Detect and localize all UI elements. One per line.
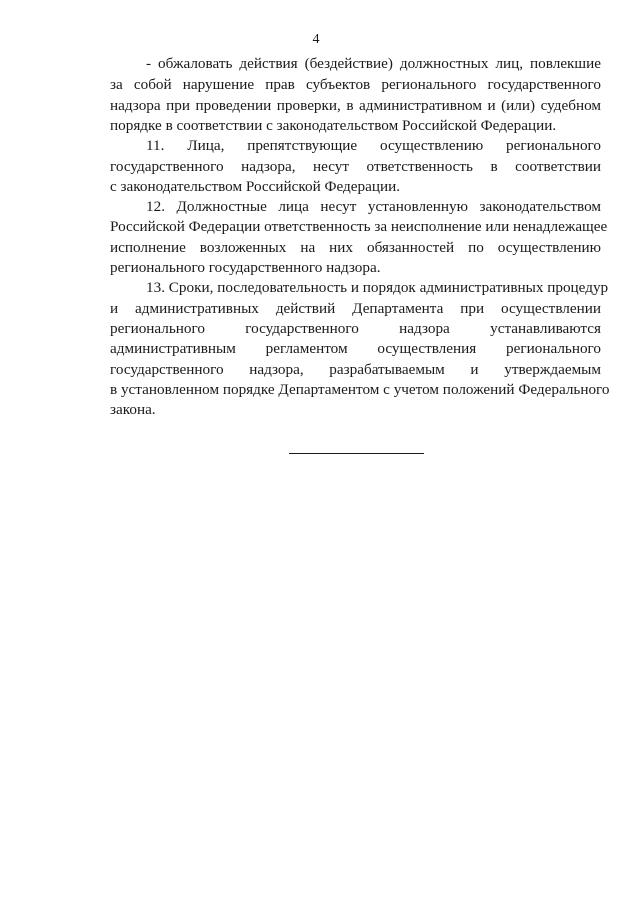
text-line: и административных действий Департамента при осуществлении <box>110 300 601 317</box>
text-line: административным регламентом осуществления регионального <box>110 340 601 357</box>
text-line: в установленном порядке Департаментом с учетом положений Федерального <box>110 381 610 398</box>
text-line: за собой нарушение прав субъектов регионального государственного <box>110 76 601 93</box>
text-line: 12. Должностные лица несут установленную законодательством <box>146 198 601 215</box>
text-line: Российской Федерации ответственность за неисполнение или ненадлежащее <box>110 218 608 235</box>
page-number: 4 <box>312 32 320 47</box>
text-line: исполнение возложенных на них обязанностей по осуществлению <box>110 239 601 256</box>
text-line: закона. <box>110 401 156 418</box>
text-line: государственного надзора, разрабатываемым и утверждаемым <box>110 361 601 378</box>
text-line: 11. Лица, препятствующие осуществлению регионального <box>146 137 601 154</box>
text-line: надзора при проведении проверки, в административном и (или) судебном <box>110 97 601 114</box>
text-line: порядке в соответствии с законодательством Российской Федерации. <box>110 117 557 134</box>
text-line: - обжаловать действия (бездействие) должностных лиц, повлекшие <box>146 55 601 72</box>
document-end-rule <box>289 453 424 454</box>
text-line: регионального государственного надзора устанавливаются <box>110 320 601 337</box>
text-line: с законодательством Российской Федерации. <box>110 178 401 195</box>
text-line: 13. Сроки, последовательность и порядок административных процедур <box>146 279 609 296</box>
text-line: государственного надзора, несут ответственность в соответствии <box>110 158 601 175</box>
text-line: регионального государственного надзора. <box>110 259 381 276</box>
